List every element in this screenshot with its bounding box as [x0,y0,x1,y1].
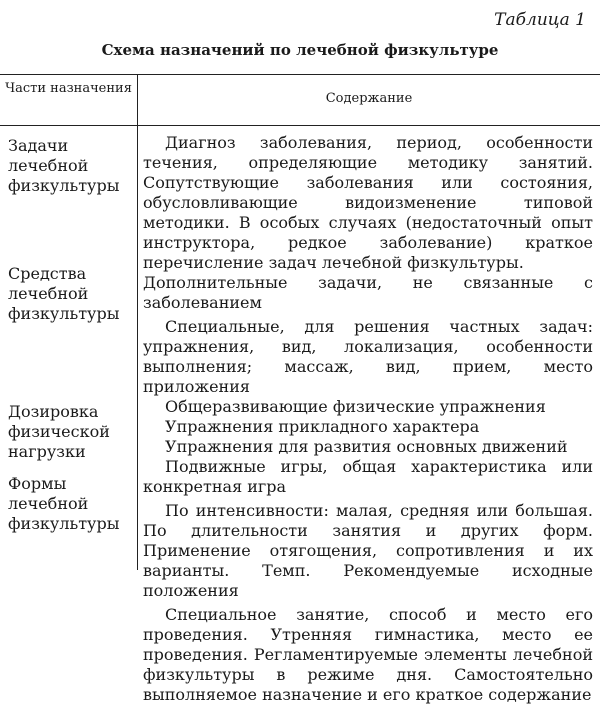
header-content: Содержание [325,91,413,106]
means-paragraph-4: Упражнения для развития основных движений [165,437,568,456]
part-tasks [8,136,132,196]
means-paragraph-5: Подвижные игры, общая характеристика или конкретная игра [143,457,593,496]
header-parts: Части назначения [5,81,132,96]
means-paragraph-1: Специальные, для решения частных задач: упражнения, вид, локализация, особенности выполнения; массаж, вид, прием, место приложения [143,317,593,396]
part-means-label: Средства лечебной физкультуры [8,264,120,323]
dosage-paragraph-1: По интенсивности: малая, средняя или большая. По длительности занятия и других форм. Применение отягощения, сопротивления и их варианты. Темп. Рекомендуемые исходные положения [143,501,593,600]
header-bottom-rule [0,125,600,126]
part-forms [8,474,132,534]
table-title: Схема назначений по лечебной физкультуре [101,41,499,59]
tasks-paragraph-2: Дополнительные задачи, не связанные с заболеванием [143,273,593,312]
part-dosage [8,402,132,462]
table-number: Таблица 1 [494,10,586,30]
part-dosage-label: Дозировка физической нагрузки [8,402,110,461]
means-paragraph-2: Общеразвивающие физические упражнения [165,397,546,416]
part-means [8,264,132,324]
forms-paragraph-1: Специальное занятие, способ и место его проведения. Утренняя гимнастика, место ее проведения. Регламентируемые элементы лечебной физкультуры в режиме дня. Самостоятельно выполняемое назначение и его краткое содержание [143,605,593,704]
tasks-paragraph-1: Диагноз заболевания, период, особенности течения, определяющие методику занятий. Сопутствующие заболевания или состояния, обусловливающие видоизменение типовой методики. В особых случаях (недостаточный опыт инструктора, редкое заболевание) краткое перечисление задач лечебной физкультуры. [143,133,593,272]
part-tasks-label: Задачи лечебной физкультуры [8,136,120,195]
header-top-rule [0,74,600,75]
part-forms-label: Формы лечебной физкультуры [8,474,120,533]
column-divider [137,74,138,570]
content-column [143,133,593,705]
means-paragraph-3: Упражнения прикладного характера [165,417,480,436]
